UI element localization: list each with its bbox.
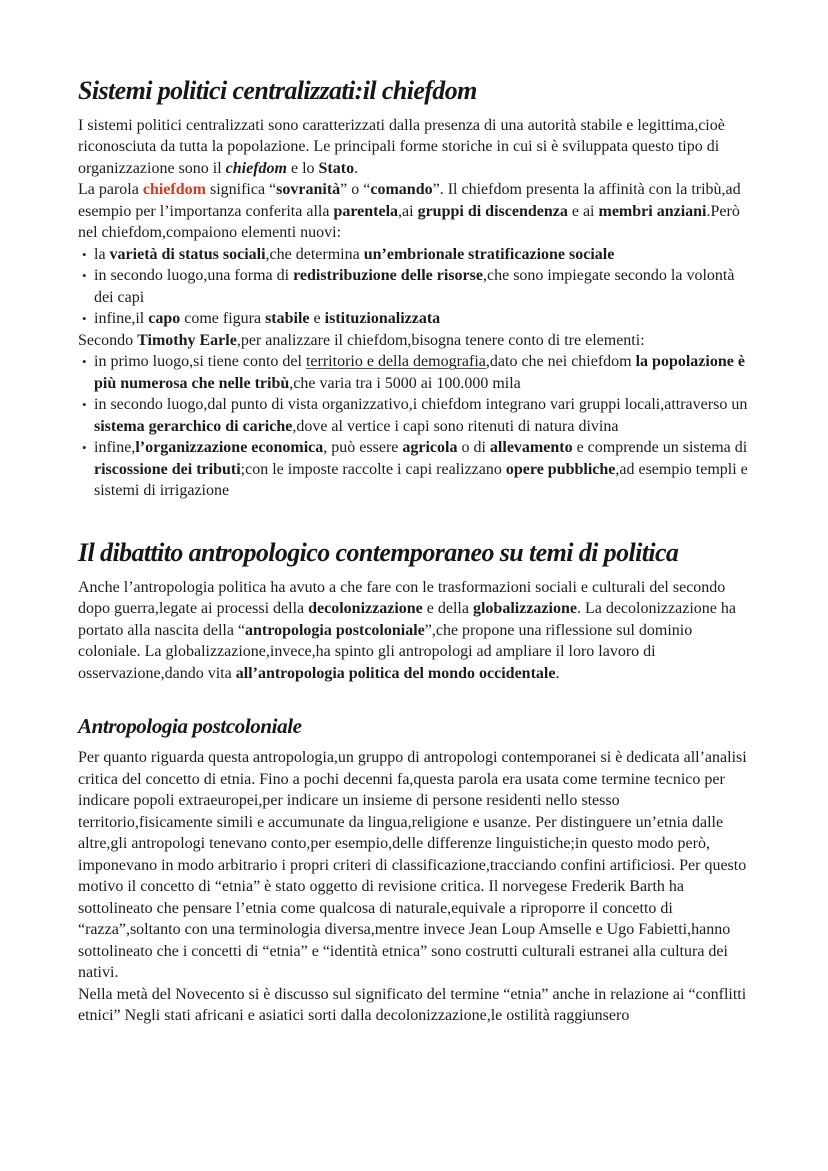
underlined-term: territorio e della demografia — [305, 353, 486, 371]
section-heading: Sistemi politici centralizzati:il chiefdom — [78, 76, 477, 105]
emphasis-term: Stato — [318, 159, 355, 177]
subsection-heading: Antropologia postcoloniale — [78, 714, 302, 739]
text-run: e comprende un sistema di — [572, 439, 748, 457]
bullet-item — [78, 351, 750, 394]
emphasis-term: allevamento — [489, 439, 573, 457]
text-run: ,che varia tra i 5000 ai 100.000 mila — [289, 374, 521, 392]
paragraph — [78, 984, 750, 1027]
bullet-item-text — [94, 244, 750, 266]
text-run: ”. Il chiefdom presenta la affinità con la tribù,ad esempio per l’importanza conferita alla — [78, 181, 741, 220]
bullet-item — [78, 308, 750, 330]
text-run: e — [309, 310, 325, 328]
emphasis-term: globalizzazione — [472, 600, 577, 618]
text-run: in primo luogo,si tiene conto del — [94, 353, 306, 371]
text-run: e lo — [286, 159, 319, 177]
bullet-item-text — [94, 351, 750, 394]
text-run: ,ad esempio templi e sistemi di irrigazione — [94, 460, 748, 500]
paragraph — [78, 115, 750, 180]
text-run: I sistemi politici centralizzati sono caratterizzati dalla presenza di una autorità stabile e legittima,cioè riconosciuta da tutta la popolazione. Le principali forme storiche in cui si è sviluppata questo tipo di organizzazione sono il — [78, 116, 725, 177]
emphasis-term: redistribuzione delle risorse — [293, 267, 483, 285]
text-run: o di — [457, 439, 490, 457]
emphasis-term: membri anziani — [598, 202, 707, 220]
emphasis-term: l’organizzazione economica — [135, 439, 324, 457]
emphasis-term: parentela — [333, 202, 399, 220]
bullet-dot-icon: • — [82, 268, 87, 284]
emphasis-term: capo — [148, 310, 181, 328]
text-run: La parola — [78, 181, 143, 199]
paragraph — [78, 179, 750, 244]
text-run: . — [354, 159, 359, 177]
emphasis-term: decolonizzazione — [308, 600, 423, 618]
text-run: e della — [422, 600, 473, 618]
text-run: in secondo luogo,dal punto di vista organizzativo,i chiefdom integrano vari gruppi locali,attraverso un — [94, 396, 748, 414]
emphasis-term: antropologia postcoloniale — [245, 621, 425, 639]
bullet-dot-icon: • — [82, 246, 87, 262]
text-run: ” o “ — [340, 181, 371, 199]
bullet-dot-icon: • — [82, 397, 87, 413]
text-run: significa “ — [205, 181, 277, 199]
bullet-item-text — [94, 308, 750, 330]
text-run: ,dato che nei chiefdom — [485, 353, 636, 371]
emphasis-term: opere pubbliche — [505, 460, 616, 478]
emphasis-term: chiefdom — [225, 159, 287, 177]
text-run: Nella metà del Novecento si è discusso sul significato del termine “etnia” anche in relazione ai “conflitti etnici” Negli stati africani e asiatici sorti dalla decolonizzazione,le ostilità raggiunsero — [78, 985, 747, 1025]
text-run: . La decolonizzazione ha portato alla nascita della “ — [78, 600, 736, 639]
text-run: infine,il — [94, 310, 149, 328]
emphasis-term: agricola — [402, 439, 458, 457]
bullet-dot-icon: • — [82, 354, 87, 370]
emphasis-term: istituzionalizzata — [324, 310, 441, 328]
text-run: ,che determina — [265, 245, 364, 263]
bullet-item-text — [94, 265, 750, 308]
bullet-list — [78, 351, 750, 502]
text-run: . — [555, 664, 560, 682]
text-run: Per quanto riguarda questa antropologia,un gruppo di antropologi contemporanei si è dedicata all’analisi critica del concetto di etnia. Fino a pochi decenni fa,questa parola era usata come termine tecnico per indicare popoli extraeuropei,per indicare un insieme di persone residenti nello stesso territorio,fisicamente simili e accumunate da lingua,religione e usanze. Per distinguere un’etnia dalle altre,gli antropologi tenevano conto,per esempio,delle differenze linguistiche;in questo modo però, imponevano in modo arbitrario i propri criteri di classificazione,tracciando confini artificiosi. Per questo motivo il concetto di “etnia” è stato oggetto di revisione critica. Il norvegese Frederik Barth ha sottolineato che pensare l’etnia come qualcosa di naturale,equivale a riproporre il concetto di “razza”,soltanto con una terminologia diversa,mentre invece Jean Loup Amselle e Ugo Fabietti,hanno sottolineato che i concetti di “etnia” e “identità etnica” sono costrutti culturali estranei alla cultura dei nativi. — [78, 749, 747, 982]
emphasis-term: riscossione dei tributi — [94, 460, 241, 478]
bullet-list — [78, 244, 750, 330]
paragraph — [78, 577, 750, 685]
text-run: Secondo — [78, 331, 138, 349]
text-run: ,che sono impiegate secondo la volontà dei capi — [94, 267, 735, 306]
text-run: , può essere — [323, 439, 403, 457]
emphasis-term: sistema gerarchico di cariche — [94, 417, 293, 435]
text-run: ;con le imposte raccolte i capi realizzano — [240, 460, 506, 478]
emphasis-term: la popolazione è più numerosa che nelle tribù — [94, 353, 745, 392]
text-run: la — [94, 245, 110, 263]
bullet-item — [78, 244, 750, 266]
text-run: ”,che propone una riflessione sul dominio coloniale. La globalizzazione,invece,ha spinto gli antropologi ad ampliare il loro lavoro di osservazione,dando vita — [78, 621, 693, 682]
text-run: in secondo luogo,una forma di — [94, 267, 294, 285]
text-run: ,ai — [398, 202, 418, 220]
bullet-item — [78, 394, 750, 437]
emphasis-term: varietà di status sociali — [109, 245, 266, 263]
emphasis-term: un’embrionale stratificazione sociale — [363, 245, 615, 263]
text-run: Anche l’antropologia politica ha avuto a che fare con le trasformazioni sociali e culturali del secondo dopo guerra,legate ai processi della — [78, 578, 726, 618]
emphasis-term: stabile — [265, 310, 310, 328]
emphasis-term: all’antropologia politica del mondo occidentale — [235, 664, 556, 682]
bullet-item — [78, 265, 750, 308]
bullet-item-text — [94, 394, 750, 437]
section-heading: Il dibattito antropologico contemporaneo su temi di politica — [78, 537, 679, 567]
text-run: ,dove al vertice i capi sono ritenuti di natura divina — [292, 417, 619, 435]
paragraph — [78, 747, 750, 984]
bullet-dot-icon: • — [82, 440, 87, 456]
text-run: .Però nel chiefdom,compaiono elementi nuovi: — [78, 202, 740, 242]
emphasis-term: sovranità — [276, 181, 341, 199]
bullet-item — [78, 437, 750, 502]
bullet-item-text — [94, 437, 750, 502]
emphasis-term: Timothy Earle — [137, 331, 237, 349]
emphasis-term: comando — [370, 181, 433, 199]
emphasis-term: gruppi di discendenza — [417, 202, 568, 220]
bullet-dot-icon: • — [82, 311, 87, 327]
text-run: come figura — [180, 310, 266, 328]
text-run: e ai — [567, 202, 599, 220]
text-run: infine, — [94, 439, 136, 457]
document-content — [78, 76, 750, 1027]
highlight-term: chiefdom — [142, 181, 206, 199]
paragraph — [78, 330, 750, 352]
text-run: ,per analizzare il chiefdom,bisogna tenere conto di tre elementi: — [236, 331, 645, 349]
